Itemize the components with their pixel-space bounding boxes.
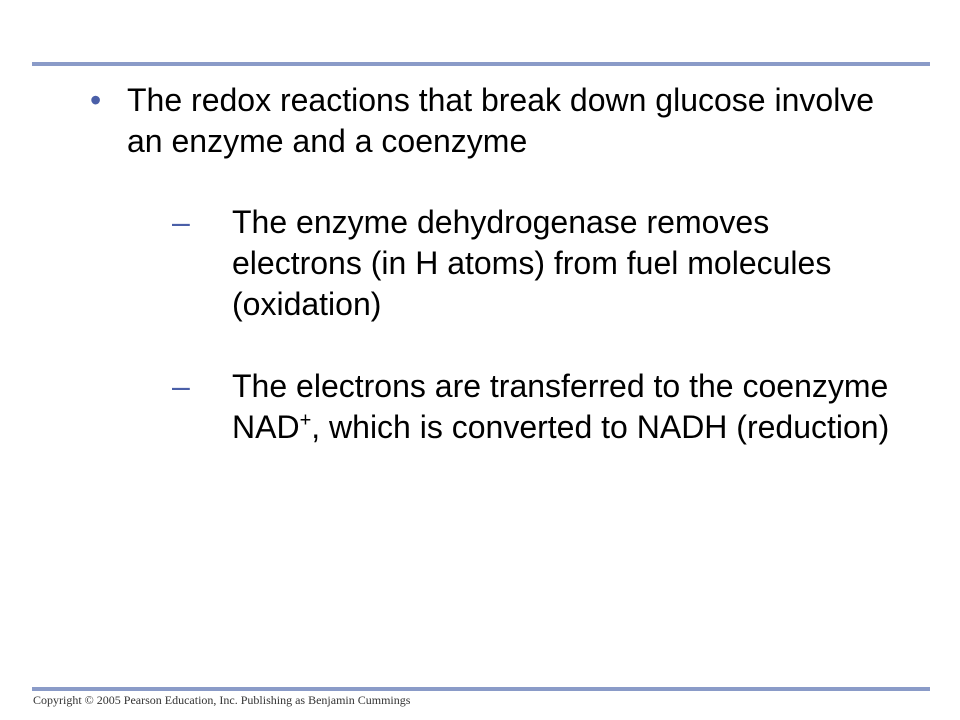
- nad-superscript: +: [299, 409, 312, 432]
- sub-bullet-marker: –: [172, 368, 190, 404]
- sub-bullet-nad: [172, 366, 902, 448]
- sub-bullet-dehydrogenase: [172, 202, 902, 325]
- copyright-footer: Copyright © 2005 Pearson Education, Inc. Publishing as Benjamin Cummings: [33, 693, 411, 707]
- sub-bullet-text-after: , which is converted to NADH (reduction): [311, 409, 890, 445]
- top-divider: [32, 62, 930, 66]
- bottom-divider: [32, 687, 930, 691]
- sub-bullet-text: The enzyme dehydrogenase removes electrons (in H atoms) from fuel molecules (oxidation): [232, 204, 832, 322]
- sub-bullet-text-before: The electrons are transferred to the coenzyme NAD: [232, 368, 889, 445]
- main-bullet: [90, 80, 890, 162]
- bullet-marker: •: [90, 82, 102, 118]
- main-bullet-text: The redox reactions that break down glucose involve an enzyme and a coenzyme: [127, 82, 875, 159]
- sub-bullet-text: [232, 366, 902, 448]
- sub-bullet-marker: –: [172, 204, 190, 240]
